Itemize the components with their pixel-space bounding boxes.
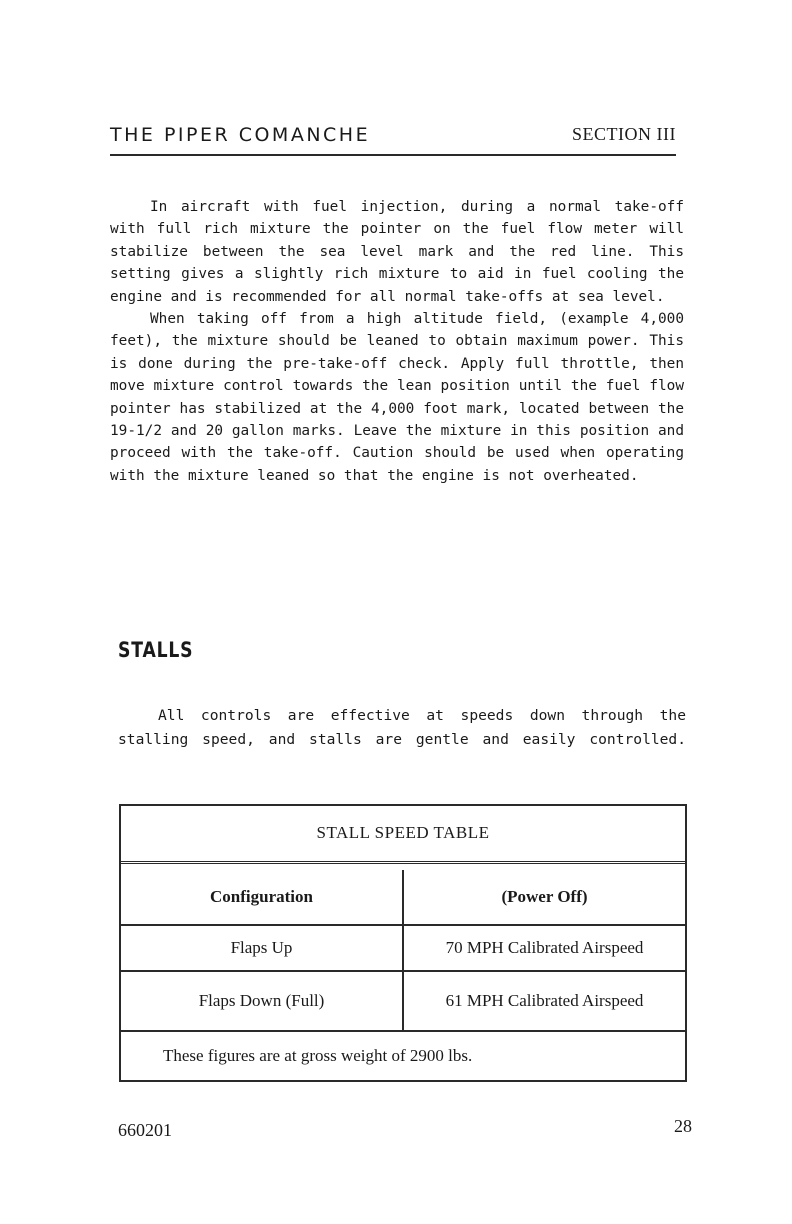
cell-configuration: Flaps Down (Full)	[121, 972, 404, 1030]
cell-airspeed: 70 MPH Calibrated Airspeed	[445, 938, 644, 957]
stalls-text	[118, 704, 686, 752]
header-power-off: (Power Off)	[501, 887, 588, 906]
body-text	[110, 196, 684, 487]
header-section: SECTION III	[572, 124, 676, 144]
stall-speed-table	[119, 804, 687, 1082]
paragraph-fuel-injection: In aircraft with fuel injection, during a normal take-off with full rich mixture the pointer on the fuel flow meter will stabilize between the sea level mark and the red line. This setting gives a slightly rich mixture to aid in fuel cooling the engine and is recommended for all normal take-offs at sea level.	[110, 199, 684, 305]
cell-configuration: Flaps Up	[121, 926, 404, 970]
table-grid	[121, 870, 685, 1032]
table-row	[121, 926, 685, 972]
section-heading-stalls: STALLS	[118, 638, 194, 662]
paragraph-high-altitude: When taking off from a high altitude field, (example 4,000 feet), the mixture should be leaned to obtain maximum power. This is done during the pre-take-off check. Apply full throttle, then move mixture control towards the lean position until the fuel flow pointer has stabilized at the 4,000 foot mark, located between the 19-1/2 and 20 gallon marks. Leave the mixture in this position and proceed with the take-off. Caution should be used when operating with the mixture leaned so that the engine is not overheated.	[110, 311, 684, 484]
paragraph-stalls: All controls are effective at speeds down through the stalling speed, and stalls are gentle and easily controlled.	[118, 707, 686, 748]
page-header	[110, 122, 676, 156]
cell-airspeed: 61 MPH Calibrated Airspeed	[445, 991, 644, 1010]
table-header-row	[121, 870, 685, 926]
page-number: 28	[674, 1116, 692, 1136]
header-configuration: Configuration	[121, 870, 404, 924]
header-title: THE PIPER COMANCHE	[110, 124, 371, 146]
table-title: STALL SPEED TABLE	[121, 806, 685, 864]
footer-code: 660201	[118, 1120, 172, 1140]
table-note: These figures are at gross weight of 2900 lbs.	[163, 1046, 473, 1065]
table-row	[121, 972, 685, 1032]
